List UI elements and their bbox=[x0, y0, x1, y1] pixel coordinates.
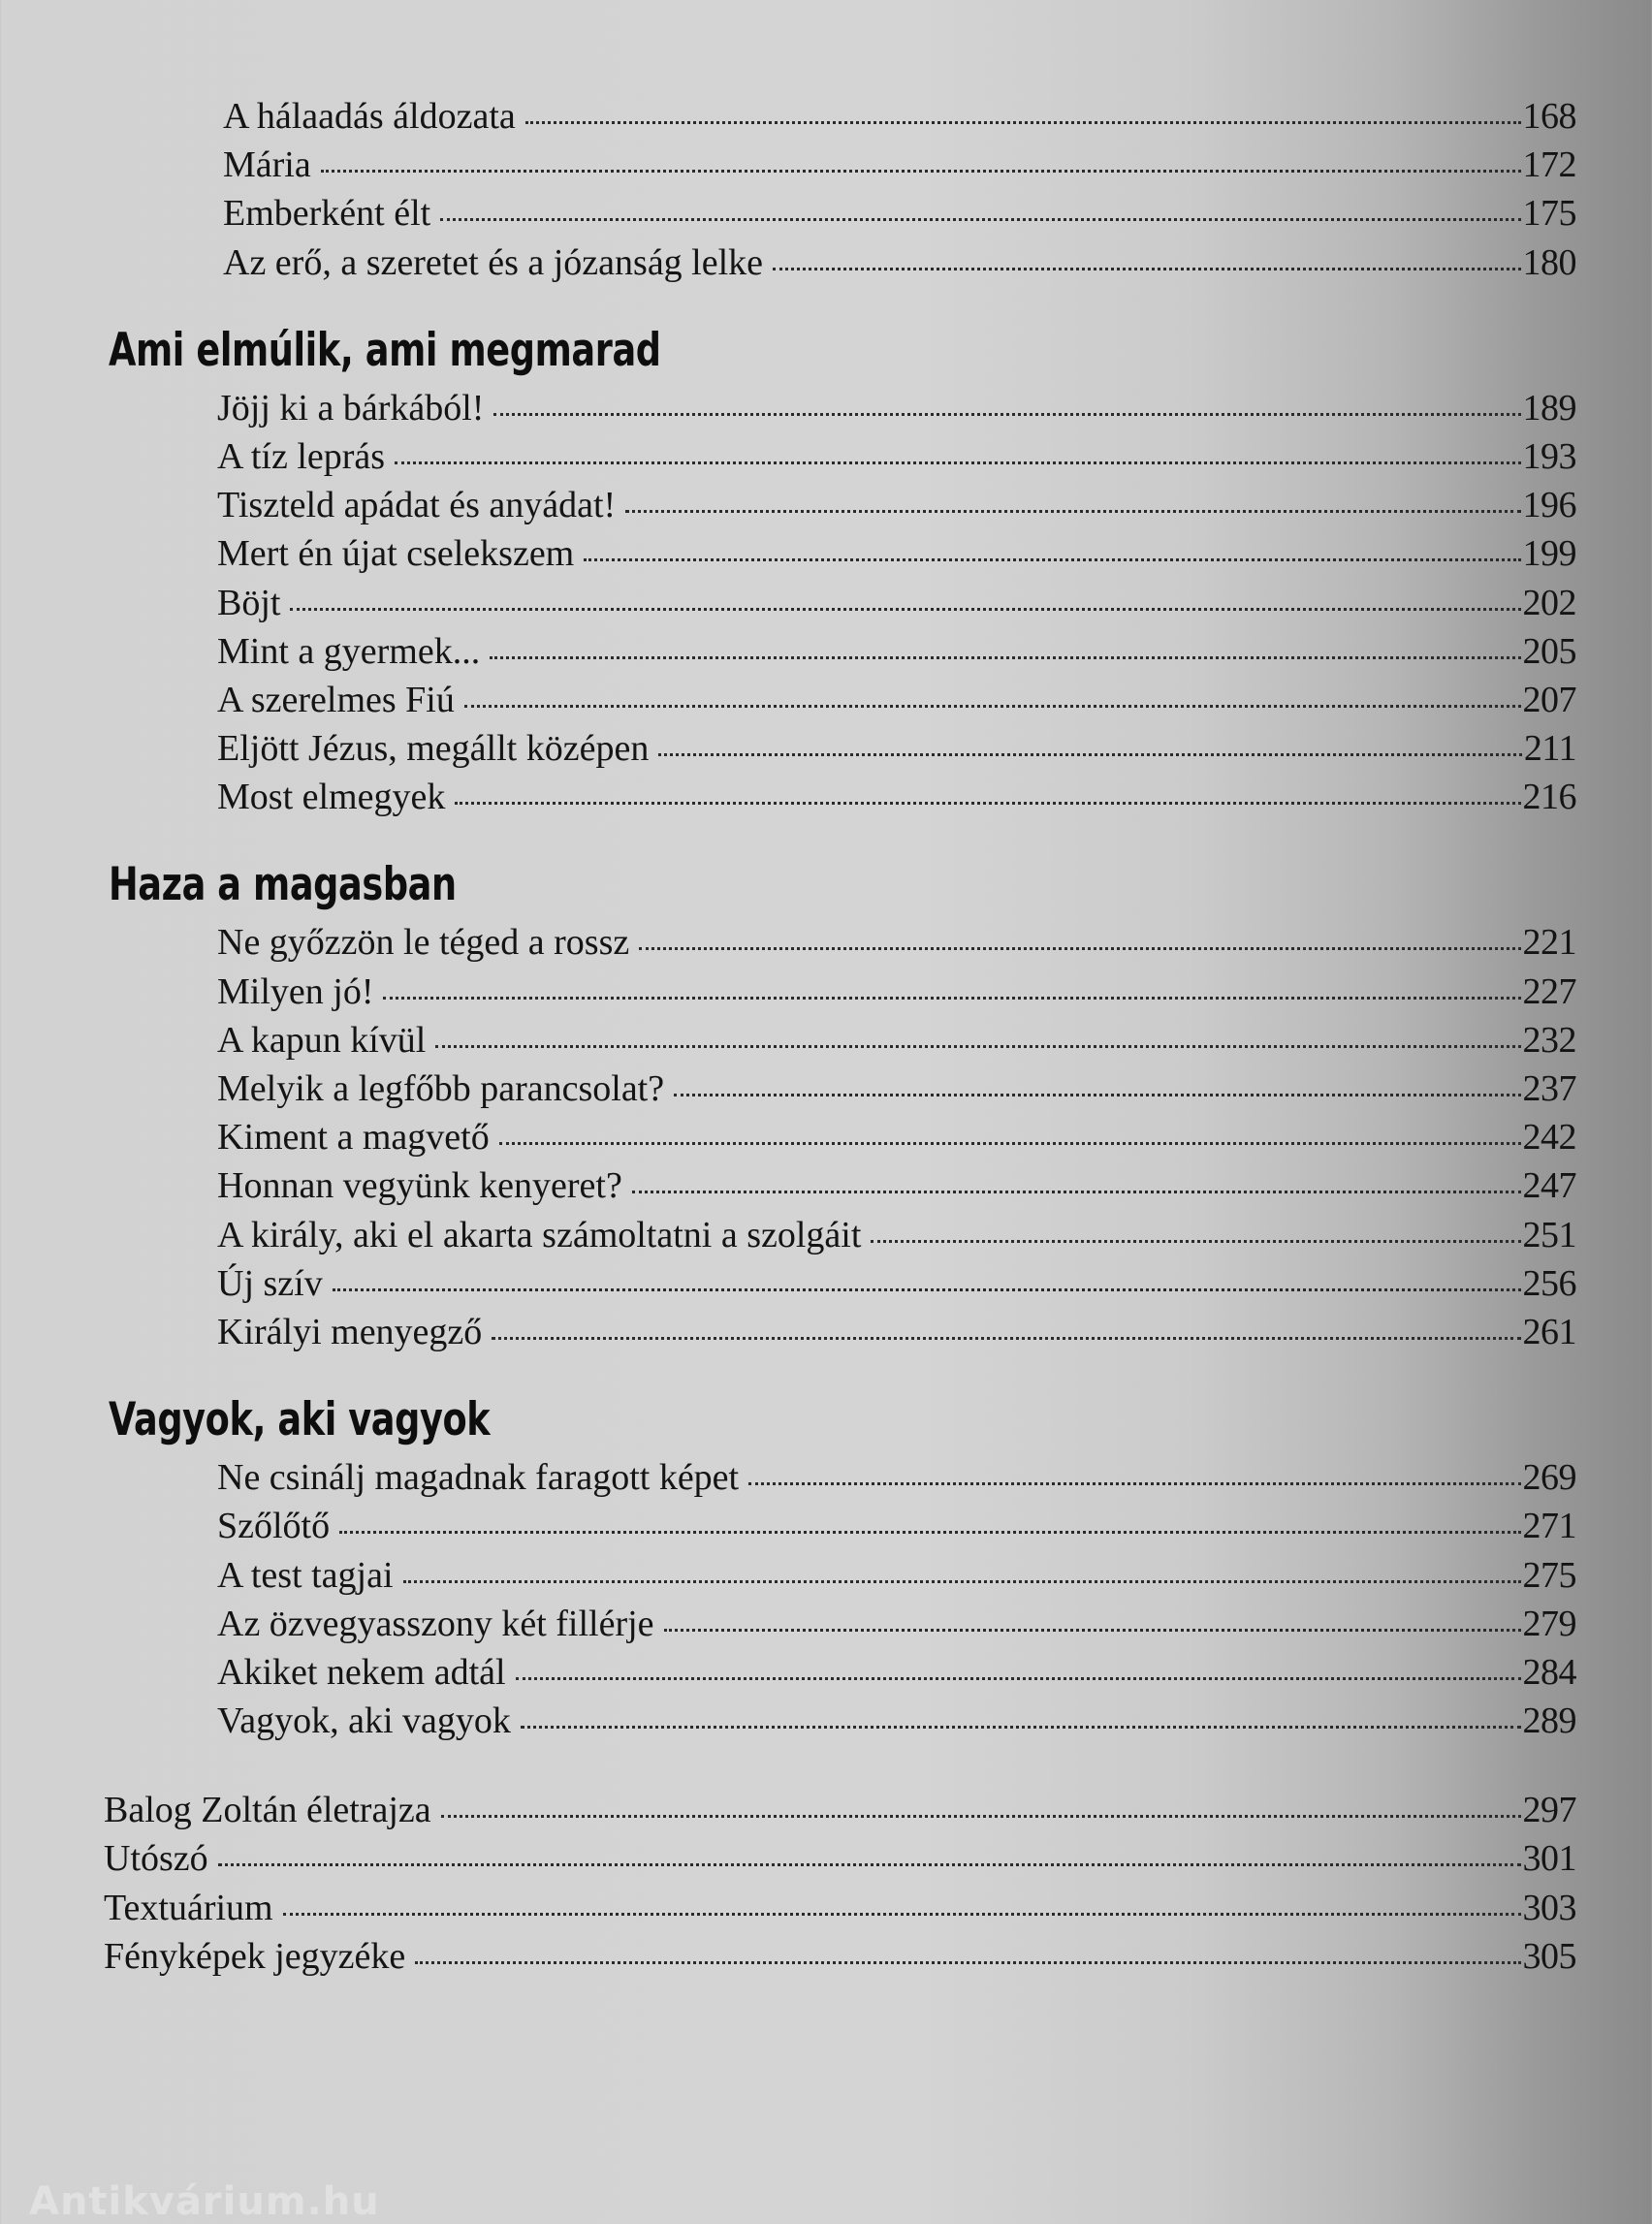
entry-title: Jöjj ki a bárkából! bbox=[217, 387, 485, 429]
entry-page-number: 189 bbox=[1522, 387, 1576, 429]
entry-title: Utószó bbox=[104, 1838, 208, 1880]
entry-title: Az özvegyasszony két fillérje bbox=[217, 1603, 654, 1644]
dot-leader bbox=[664, 1629, 1521, 1632]
toc-entry bbox=[217, 1016, 1576, 1064]
dot-leader bbox=[674, 1094, 1520, 1096]
entry-page-number: 305 bbox=[1522, 1935, 1576, 1977]
dot-leader bbox=[773, 268, 1520, 270]
dot-leader bbox=[435, 1045, 1520, 1048]
toc-entry bbox=[217, 1453, 1576, 1502]
dot-leader bbox=[283, 1913, 1521, 1916]
entry-title: Textuárium bbox=[104, 1887, 273, 1928]
entry-page-number: 242 bbox=[1522, 1117, 1576, 1159]
entry-title: Mária bbox=[223, 144, 311, 186]
entry-title: Királyi menyegző bbox=[217, 1311, 483, 1352]
table-of-contents bbox=[0, 92, 1652, 1981]
entry-page-number: 196 bbox=[1522, 485, 1576, 526]
entry-page-number: 216 bbox=[1522, 777, 1576, 818]
toc-intro-group bbox=[0, 92, 1652, 287]
toc-entry bbox=[104, 1884, 1576, 1932]
entry-page-number: 256 bbox=[1522, 1262, 1576, 1304]
toc-entry bbox=[217, 384, 1576, 432]
dot-leader bbox=[403, 1580, 1521, 1583]
toc-entry bbox=[217, 1551, 1576, 1600]
dot-leader bbox=[395, 461, 1520, 464]
entry-title: A király, aki el akarta számoltatni a szolgáit bbox=[217, 1214, 862, 1255]
entry-page-number: 303 bbox=[1522, 1887, 1576, 1928]
dot-leader bbox=[632, 1191, 1521, 1193]
entry-title: Balog Zoltán életrajza bbox=[104, 1790, 431, 1831]
toc-entry bbox=[217, 676, 1576, 724]
toc-entry bbox=[217, 918, 1576, 967]
toc-entry bbox=[104, 1786, 1576, 1834]
entry-page-number: 271 bbox=[1522, 1506, 1576, 1547]
section-heading: Haza a magasban bbox=[109, 858, 457, 912]
entry-title: Az erő, a szeretet és a józanság lelke bbox=[223, 241, 764, 283]
toc-section bbox=[0, 324, 1652, 822]
watermark: Antikvárium.hu bbox=[29, 2179, 380, 2224]
toc-entry bbox=[217, 1161, 1576, 1210]
toc-back-matter bbox=[0, 1786, 1652, 1981]
toc-entry bbox=[217, 432, 1576, 481]
entry-title: A kapun kívül bbox=[217, 1019, 427, 1061]
dot-leader bbox=[658, 753, 1522, 756]
entry-page-number: 275 bbox=[1522, 1554, 1576, 1596]
dot-leader bbox=[748, 1482, 1520, 1485]
entry-title: Most elmegyek bbox=[217, 777, 446, 818]
dot-leader bbox=[383, 997, 1520, 1000]
entry-title: Mert én újat cselekszem bbox=[217, 533, 575, 575]
toc-entry bbox=[217, 1697, 1576, 1745]
entry-page-number: 180 bbox=[1522, 241, 1576, 283]
entry-title: Szőlőtő bbox=[217, 1506, 331, 1547]
dot-leader bbox=[516, 1677, 1521, 1680]
entry-page-number: 227 bbox=[1522, 970, 1576, 1012]
dot-leader bbox=[218, 1863, 1521, 1866]
entry-title: Eljött Jézus, megállt középen bbox=[217, 728, 650, 770]
toc-entry bbox=[217, 968, 1576, 1016]
toc-entry bbox=[217, 1600, 1576, 1648]
entry-title: A tíz leprás bbox=[217, 435, 386, 477]
dot-leader bbox=[464, 705, 1521, 708]
entry-title: Honnan vegyünk kenyeret? bbox=[217, 1165, 622, 1207]
entry-title: A szerelmes Fiú bbox=[217, 679, 455, 720]
toc-entry bbox=[217, 1502, 1576, 1550]
toc-entry bbox=[104, 1834, 1576, 1883]
toc-entry bbox=[223, 238, 1576, 287]
entry-page-number: 237 bbox=[1522, 1068, 1576, 1109]
dot-leader bbox=[625, 510, 1520, 513]
toc-entry bbox=[217, 627, 1576, 676]
entry-page-number: 247 bbox=[1522, 1165, 1576, 1207]
toc-entry bbox=[223, 141, 1576, 189]
entry-page-number: 289 bbox=[1522, 1700, 1576, 1742]
dot-leader bbox=[441, 1815, 1521, 1818]
dot-leader bbox=[871, 1240, 1520, 1243]
dot-leader bbox=[499, 1142, 1521, 1145]
section-heading: Ami elmúlik, ami megmarad bbox=[109, 323, 661, 377]
toc-entry bbox=[217, 1064, 1576, 1113]
toc-entry bbox=[217, 1648, 1576, 1697]
entry-page-number: 284 bbox=[1522, 1651, 1576, 1693]
entry-page-number: 251 bbox=[1522, 1214, 1576, 1255]
toc-entry bbox=[223, 92, 1576, 141]
toc-entry bbox=[223, 189, 1576, 238]
dot-leader bbox=[415, 1961, 1520, 1964]
entry-page-number: 205 bbox=[1522, 630, 1576, 672]
entry-title: Fényképek jegyzéke bbox=[104, 1935, 406, 1977]
entry-title: Akiket nekem adtál bbox=[217, 1651, 506, 1693]
dot-leader bbox=[493, 413, 1520, 416]
section-heading: Vagyok, aki vagyok bbox=[109, 1393, 491, 1447]
entry-page-number: 301 bbox=[1522, 1838, 1576, 1880]
dot-leader bbox=[492, 1337, 1520, 1340]
entry-title: Böjt bbox=[217, 582, 281, 623]
entry-page-number: 193 bbox=[1522, 435, 1576, 477]
entry-page-number: 221 bbox=[1522, 922, 1576, 964]
dot-leader bbox=[525, 121, 1521, 124]
entry-title: Mint a gyermek... bbox=[217, 630, 481, 672]
entry-title: Ne győzzön le téged a rossz bbox=[217, 922, 630, 964]
entry-page-number: 199 bbox=[1522, 533, 1576, 575]
entry-page-number: 175 bbox=[1522, 193, 1576, 235]
dot-leader bbox=[639, 947, 1520, 950]
toc-entry bbox=[217, 529, 1576, 578]
entry-page-number: 232 bbox=[1522, 1019, 1576, 1061]
toc-entry bbox=[217, 1308, 1576, 1356]
dot-leader bbox=[339, 1531, 1520, 1534]
entry-title: Ne csinálj magadnak faragott képet bbox=[217, 1457, 740, 1499]
toc-entry bbox=[104, 1932, 1576, 1981]
entry-page-number: 269 bbox=[1522, 1457, 1576, 1499]
dot-leader bbox=[584, 558, 1520, 561]
entry-page-number: 211 bbox=[1523, 728, 1576, 770]
toc-entry bbox=[217, 1113, 1576, 1161]
toc-entry bbox=[217, 724, 1576, 773]
dot-leader bbox=[333, 1288, 1521, 1291]
entry-page-number: 261 bbox=[1522, 1311, 1576, 1352]
toc-entry bbox=[217, 1259, 1576, 1308]
entry-title: Tiszteld apádat és anyádat! bbox=[217, 485, 617, 526]
toc-section bbox=[0, 1393, 1652, 1745]
toc-entry bbox=[217, 481, 1576, 529]
entry-title: Új szív bbox=[217, 1262, 323, 1304]
dot-leader bbox=[490, 656, 1520, 659]
entry-title: Milyen jó! bbox=[217, 970, 374, 1012]
dot-leader bbox=[321, 170, 1521, 173]
entry-title: Kiment a magvető bbox=[217, 1117, 490, 1159]
entry-title: A hálaadás áldozata bbox=[223, 96, 516, 137]
entry-page-number: 297 bbox=[1522, 1790, 1576, 1831]
entry-title: A test tagjai bbox=[217, 1554, 394, 1596]
entry-page-number: 168 bbox=[1522, 96, 1576, 137]
entry-title: Emberként élt bbox=[223, 193, 431, 235]
toc-entry bbox=[217, 773, 1576, 821]
entry-page-number: 279 bbox=[1522, 1603, 1576, 1644]
entry-title: Vagyok, aki vagyok bbox=[217, 1700, 511, 1742]
dot-leader bbox=[290, 608, 1520, 611]
toc-entry bbox=[217, 1211, 1576, 1259]
entry-page-number: 207 bbox=[1522, 679, 1576, 720]
dot-leader bbox=[455, 802, 1520, 805]
dot-leader bbox=[440, 218, 1520, 221]
dot-leader bbox=[521, 1726, 1521, 1729]
toc-section bbox=[0, 858, 1652, 1356]
entry-page-number: 172 bbox=[1522, 144, 1576, 186]
entry-page-number: 202 bbox=[1522, 582, 1576, 623]
entry-title: Melyik a legfőbb parancsolat? bbox=[217, 1068, 665, 1109]
toc-entry bbox=[217, 579, 1576, 627]
